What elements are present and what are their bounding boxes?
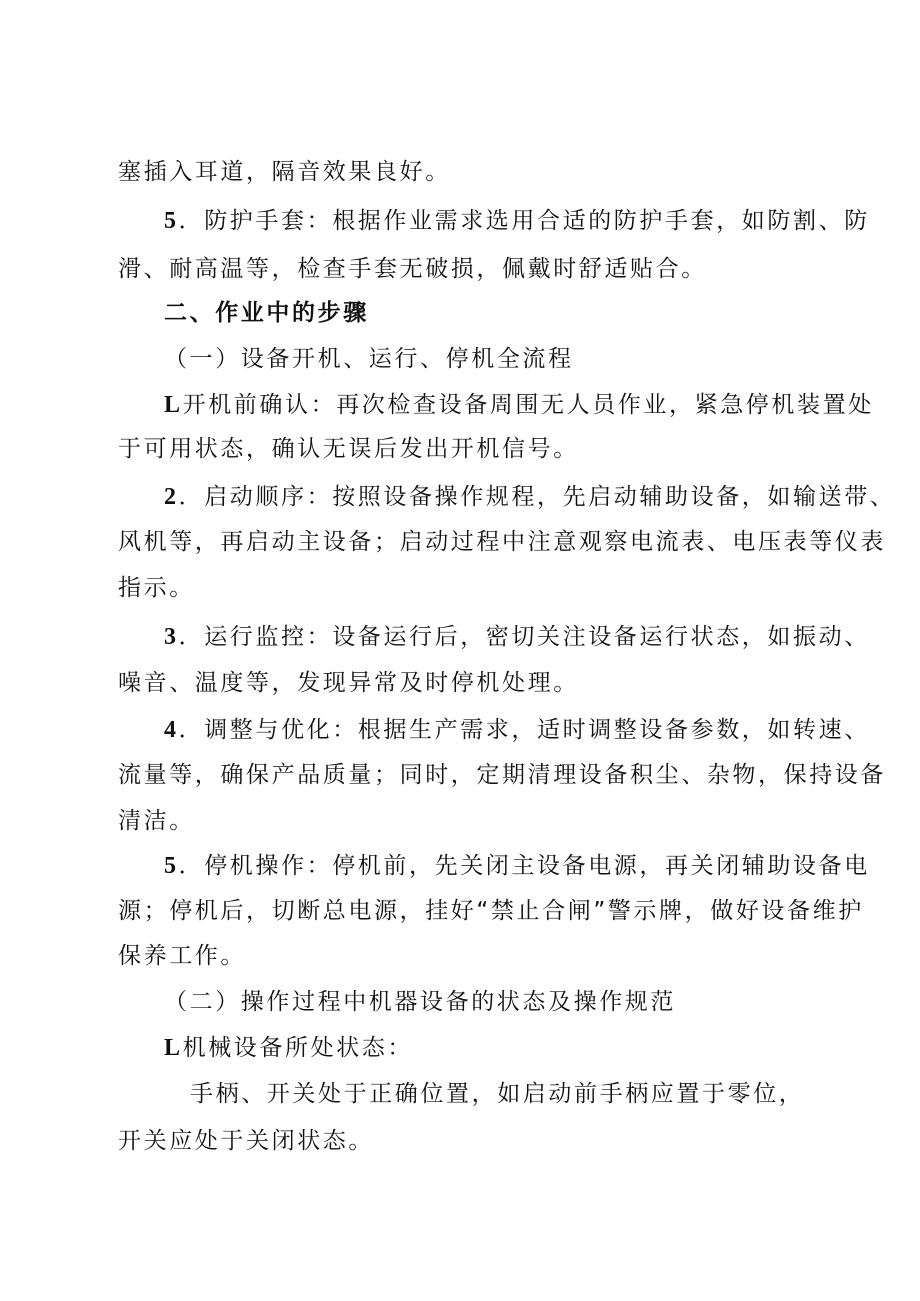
paragraph-line: 滑、耐高温等，检查手套无破损，佩戴时舒适贴合。: [118, 256, 707, 282]
paragraph-line: 指示。: [118, 575, 195, 601]
paragraph-line: 于可用状态，确认无误后发出开机信号。: [118, 436, 579, 462]
list-item-1-machine-state: L机械设备所处状态：: [164, 1035, 414, 1061]
paragraph-line: 流量等，确保产品质量；同时，定期清理设备积尘、杂物，保持设备: [118, 762, 886, 788]
subsection-heading: （一）设备开机、运行、停机全流程: [164, 346, 574, 372]
paragraph-line: 源；停机后，切断总电源，挂好“禁止合闸”警示牌，做好设备维护: [118, 898, 864, 924]
paragraph-line: 风机等，再启动主设备；启动过程中注意观察电流表、电压表等仪表: [118, 529, 886, 555]
list-item-3: 3．运行监控：设备运行后，密切关注设备运行状态，如振动、: [164, 624, 870, 650]
list-item-2: 2．启动顺序：按照设备操作规程，先启动辅助设备，如输送带、: [164, 484, 896, 510]
list-item-5-earplug-gloves: 5．防护手套：根据作业需求选用合适的防护手套，如防割、防: [164, 208, 870, 234]
subsection-heading: （二）操作过程中机器设备的状态及操作规范: [164, 989, 676, 1015]
list-item-5-shutdown: 5．停机操作：停机前，先关闭主设备电源，再关闭辅助设备电: [164, 853, 870, 879]
list-item-1: L开机前确认：再次检查设备周围无人员作业，紧急停机装置处: [164, 392, 874, 418]
paragraph-line: 保养工作。: [118, 943, 246, 969]
paragraph-line: 噪音、温度等，发现异常及时停机处理。: [118, 670, 579, 696]
section-heading: 二、作业中的步骤: [164, 300, 369, 326]
paragraph-line: 清洁。: [118, 808, 195, 834]
paragraph-line: 塞插入耳道，隔音效果良好。: [118, 159, 451, 185]
paragraph-line: 开关应处于关闭状态。: [118, 1128, 374, 1154]
paragraph-line: 手柄、开关处于正确位置，如启动前手柄应置于零位，: [190, 1081, 805, 1107]
list-item-4: 4．调整与优化：根据生产需求，适时调整设备参数，如转速、: [164, 717, 870, 743]
